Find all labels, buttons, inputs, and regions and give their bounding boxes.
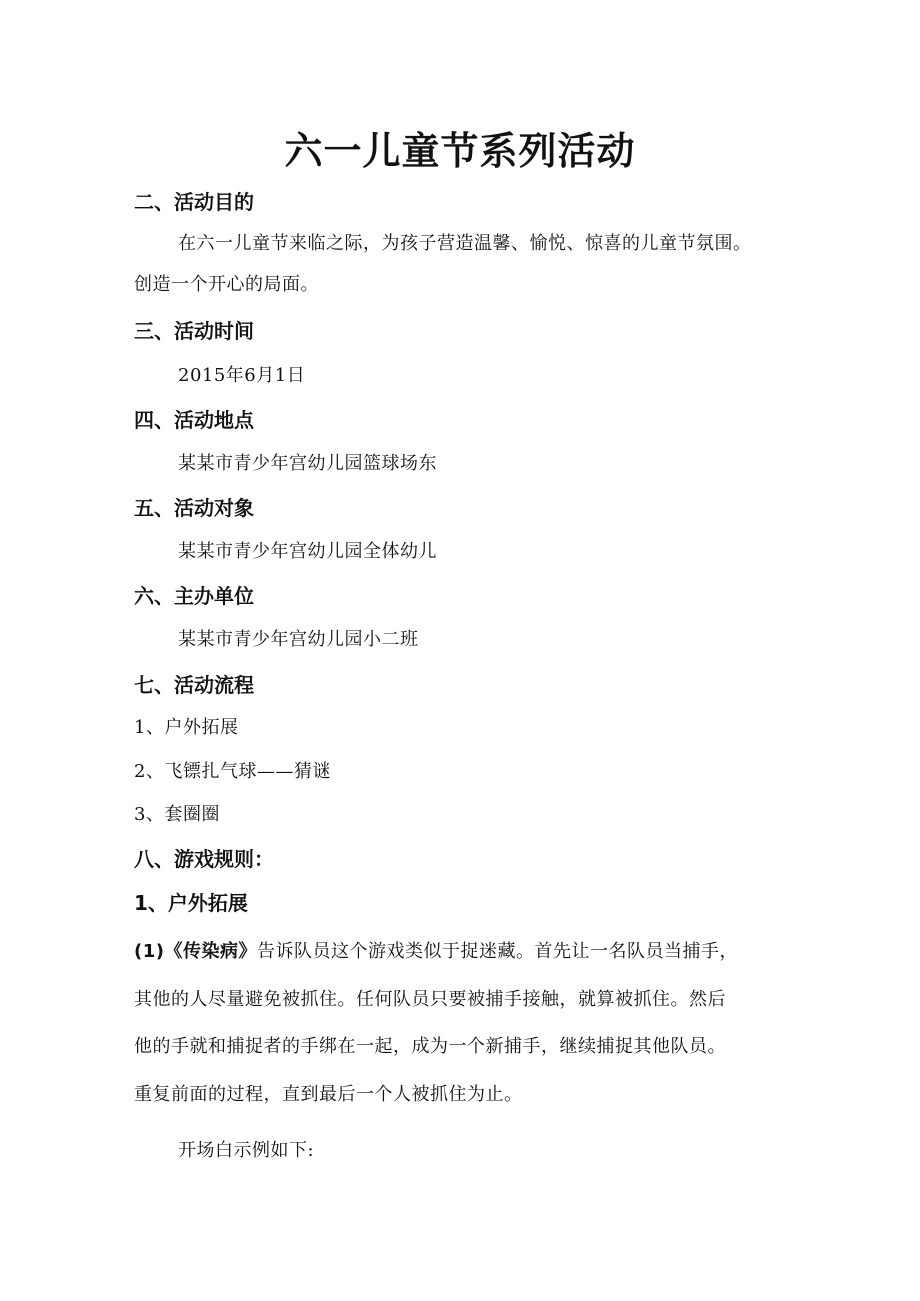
heading-organizer: 六、主办单位: [134, 584, 254, 608]
heading-place: 四、活动地点: [134, 408, 254, 432]
heading-time: 三、活动时间: [134, 319, 254, 343]
list-item: 1、户外拓展: [134, 717, 239, 738]
rules-para-line-1: [134, 937, 738, 967]
rules-para-line-1-text: 告诉队员这个游戏类似于捉迷藏。首先让一名队员当捕手，: [256, 941, 738, 962]
list-item: 2、飞镖扎气球——猜谜: [134, 761, 331, 782]
purpose-line-2: 创造一个开心的局面。: [134, 274, 319, 295]
place-text: 某某市青少年宫幼儿园篮球场东: [178, 453, 437, 474]
heading-target: 五、活动对象: [134, 496, 254, 520]
rules-para-line-4: 重复前面的过程，直到最后一个人被抓住为止。: [134, 1084, 523, 1105]
opening-example: 开场白示例如下:: [178, 1140, 315, 1161]
list-item: 3、套圈圈: [134, 804, 220, 825]
purpose-line-1: 在六一儿童节来临之际，为孩子营造温馨、愉悦、惊喜的儿童节氛围。: [178, 233, 752, 254]
subheading-outdoor: 1、户外拓展: [134, 891, 248, 915]
rules-para-line-2: 其他的人尽量避免被抓住。任何队员只要被捕手接触，就算被抓住。然后: [134, 989, 726, 1010]
heading-process: 七、活动流程: [134, 673, 254, 697]
page-title: 六一儿童节系列活动: [284, 129, 636, 173]
game-name-label: (1)《传染病》: [134, 941, 257, 962]
organizer-text: 某某市青少年宫幼儿园小二班: [178, 629, 419, 650]
heading-purpose: 二、活动目的: [134, 190, 254, 214]
target-text: 某某市青少年宫幼儿园全体幼儿: [178, 541, 437, 562]
rules-para-line-3: 他的手就和捕捉者的手绑在一起，成为一个新捕手，继续捕捉其他队员。: [134, 1036, 726, 1057]
heading-rules: 八、游戏规则：: [134, 847, 274, 871]
time-text: 2015年6月1日: [178, 365, 306, 386]
